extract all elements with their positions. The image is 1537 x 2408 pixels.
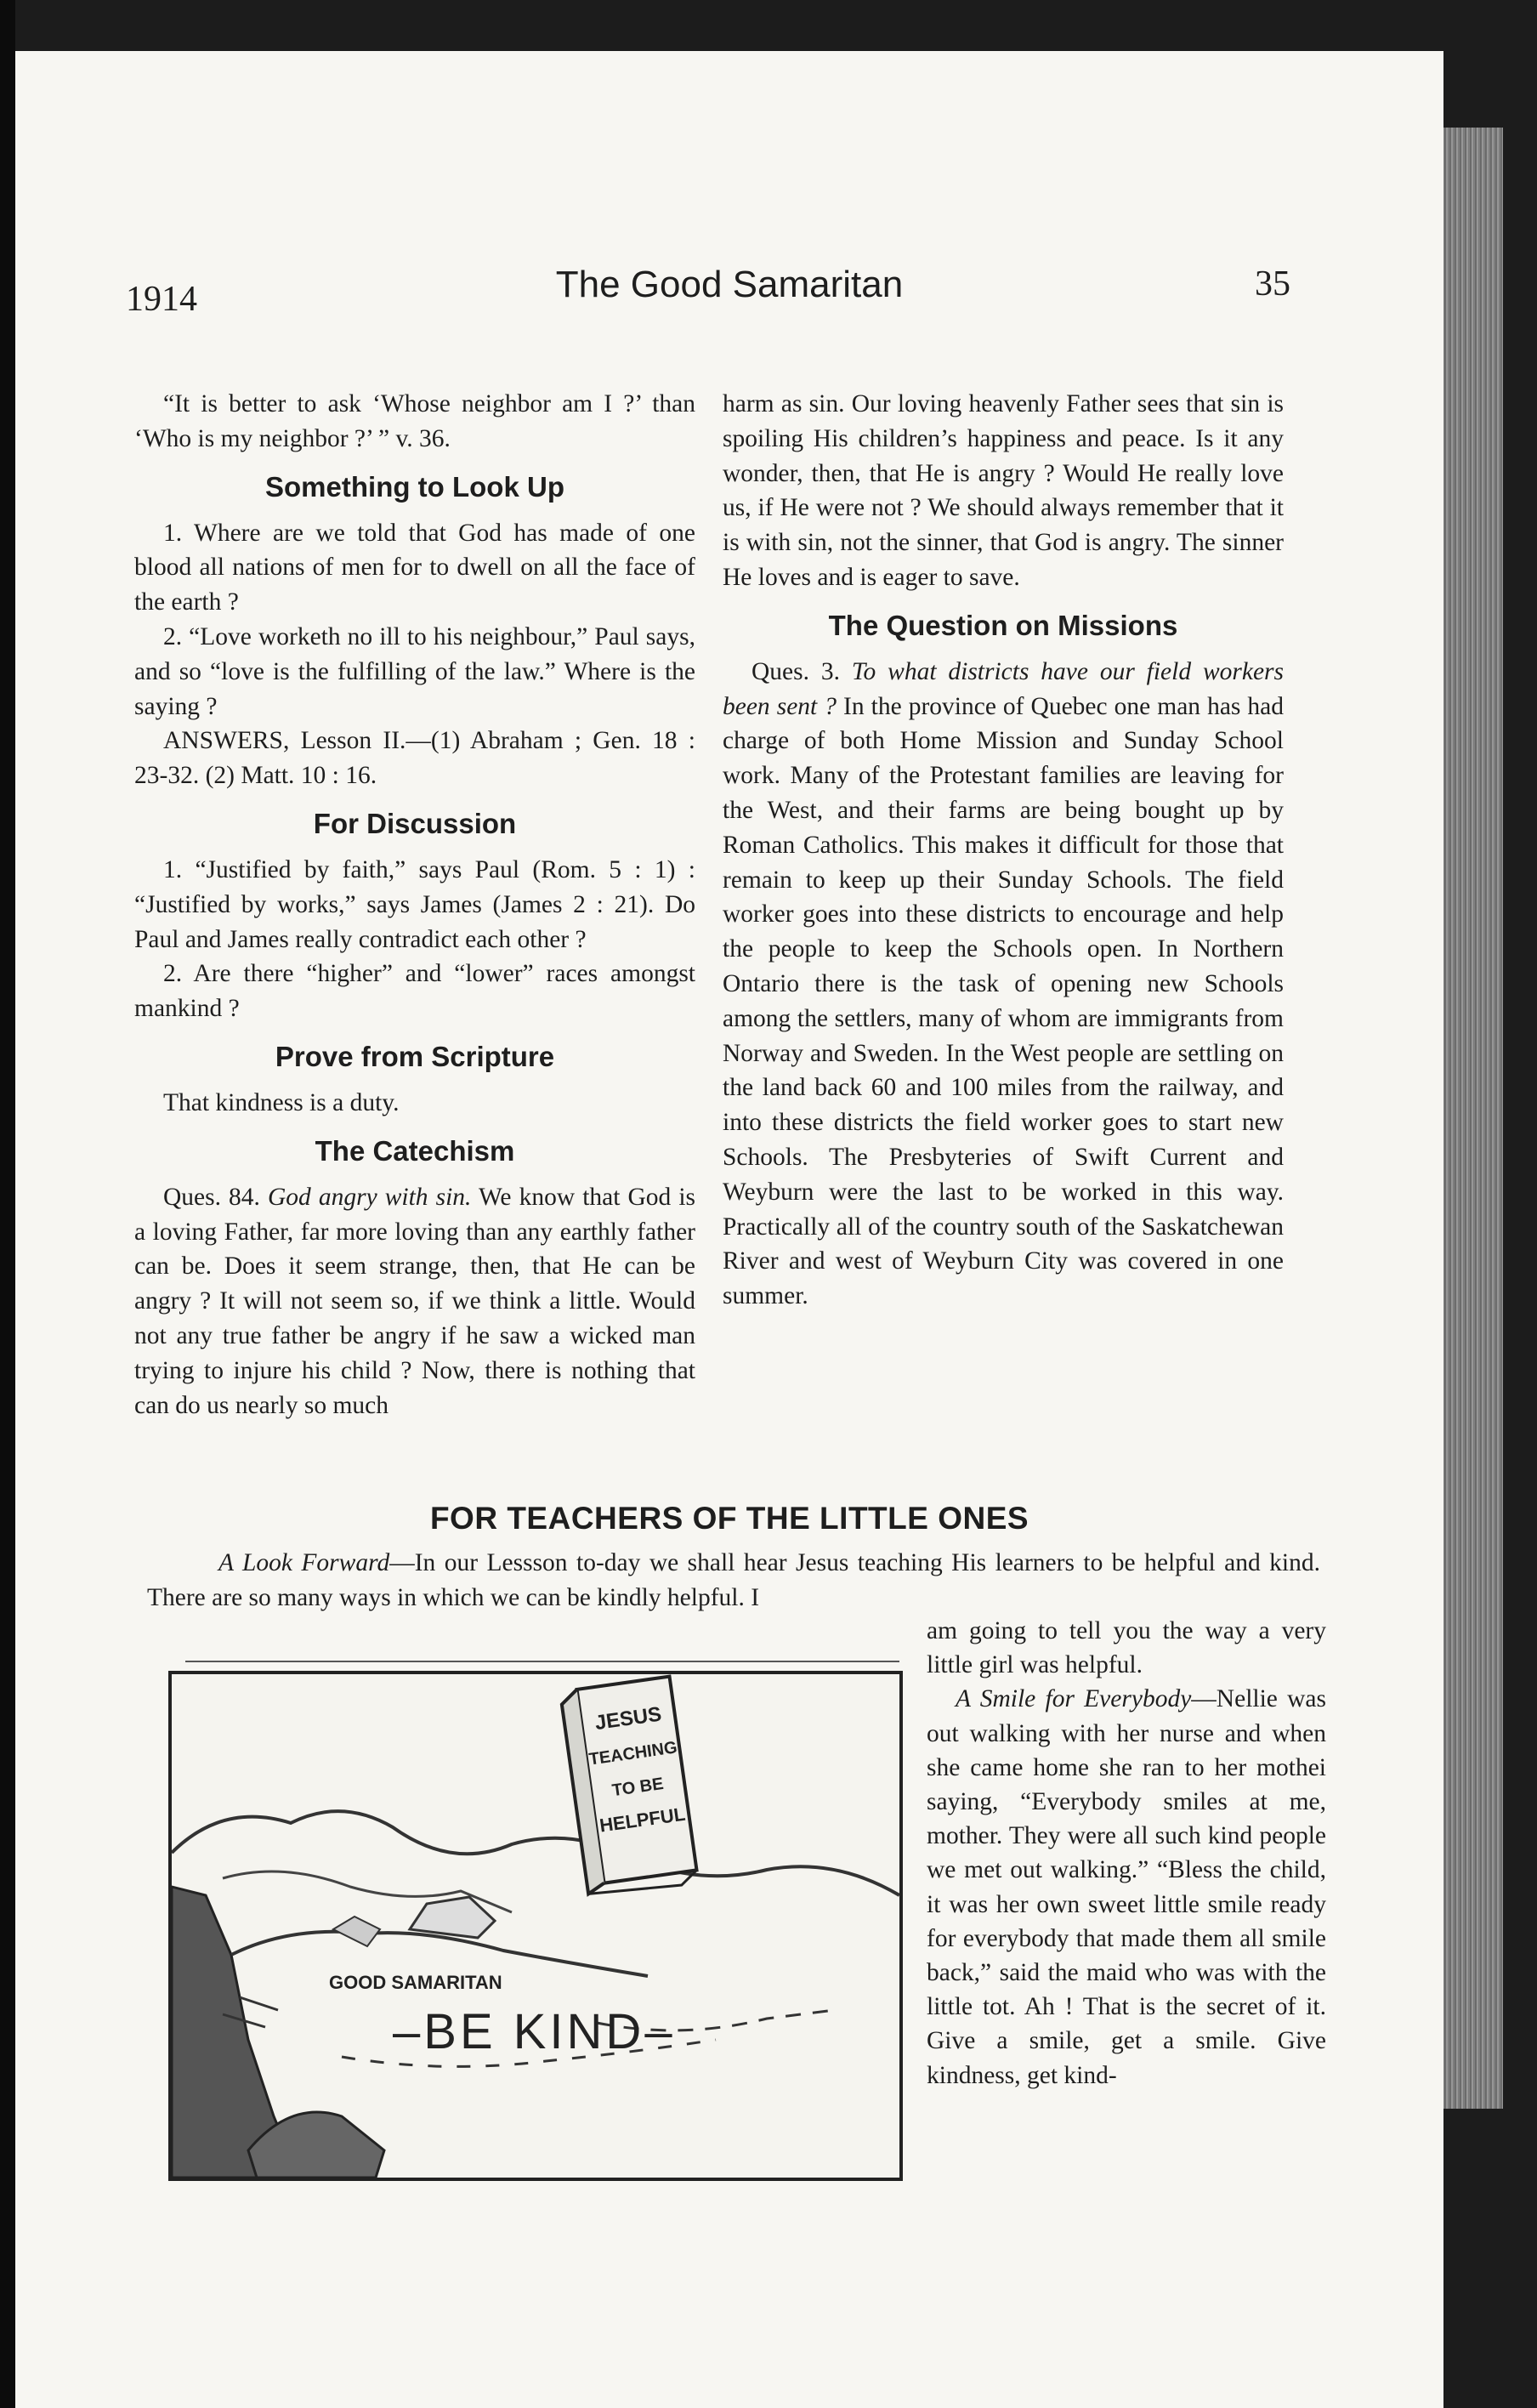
heading-catechism: The Catechism — [315, 1134, 515, 1167]
missions-paragraph — [723, 655, 1284, 1314]
prove-text: That kindness is a duty. — [163, 1088, 400, 1116]
story-column — [927, 1614, 1326, 2093]
rock-label: GOOD SAMARITAN — [329, 1972, 502, 1993]
heading-missions: The Question on Missions — [828, 609, 1178, 641]
smile-text: —Nellie was out walking with her nurse and when she came home she ran to her mothei saying, “Everybody smiles at me, mother. They were all such kind people we met out walking.” “Bless the child, it was her own sweet little smile ready for everybody that made them all smile back,” said the maid who was with the little tot. Ah ! That is the secret of it. Give a smile, get a smile. Give kindness, get kind- — [927, 1685, 1326, 2089]
book-line-4: HELPFUL — [598, 1803, 687, 1837]
header-year: 1914 — [126, 280, 197, 319]
look-up-question-2: 2. “Love worketh no ill to his neighbour,” Paul says, and so “love is the fulfilling of the law.” Where is the saying ? — [134, 622, 695, 720]
story-intro: am going to tell you the way a very little girl was helpful. — [927, 1617, 1326, 1679]
golden-text: “It is better to ask ‘Whose neighbor am I ?’ than ‘Who is my neighbor ?’ ” v. 36. — [134, 390, 695, 452]
book-page — [15, 51, 1443, 2408]
book-page-edges — [1443, 128, 1503, 2109]
look-up-question-1: 1. Where are we told that God has made of one blood all nations of men for to dwell on all the face of the earth ? — [134, 519, 695, 616]
illustration-rule — [185, 1661, 899, 1662]
missions-text: In the province of Quebec one man has had charge of both Home Mission and Sunday School work. Many of the Protestant families are leaving for the West, and their farms are being bought up by Roman Catholics. This makes it difficult for those that remain to keep up their Sunday Schools. The field worker goes into these districts to encourage and help the people to keep the Schools open. In Northern Ontario there is the task of opening new Schools among the settlers, many of whom are immigrants from Norway and Sweden. In the West people are settling on the land back 60 and 100 miles from the railway, and into these districts the field worker goes to start new Schools. The Presbyteries of Swift Current and Weyburn were the last to be worked in this way. Practically all of the country south of the Saskatchewan River and west of Weyburn City was covered in one summer. — [723, 692, 1285, 1310]
look-up-answers: ANSWERS, Lesson II.—(1) Abraham ; Gen. 18 : 23-32. (2) Matt. 10 : 16. — [134, 727, 695, 790]
heading-prove: Prove from Scripture — [275, 1040, 555, 1072]
right-column — [723, 387, 1284, 1314]
little-ones-intro — [147, 1546, 1320, 1616]
story-paragraph — [927, 1682, 1326, 2092]
smile-label: A Smile for Everybody — [956, 1685, 1192, 1713]
running-head — [15, 255, 1443, 319]
catechism-label: Ques. 84. — [163, 1183, 260, 1211]
catechism-paragraph — [134, 1180, 695, 1423]
illustration-drawing — [172, 1674, 899, 2178]
heading-look-up: Something to Look Up — [265, 470, 564, 503]
header-title: The Good Samaritan — [555, 264, 904, 305]
book-line-2: TEACHING — [587, 1738, 678, 1769]
catechism-text: We know that God is a loving Father, far more loving than any earthly father can be. Does it seem strange, then, that He can be angry ? It will not seem so, if we think a little. Would not any true father be angry if he saw a wicked man trying to injure his child ? Now, there is nothing that can do us nearly so much — [134, 1183, 696, 1419]
heading-discussion: For Discussion — [313, 807, 517, 839]
missions-question: To what districts have our field workers been sent ? — [723, 657, 1284, 720]
catechism-continuation: harm as sin. Our loving heavenly Father sees that sin is spoiling His children’s happiness and peace. Is it any wonder, then, that He is angry ? Would He really love us, if He were not ? We should always remember that it is with sin, not the sinner, that God is angry. The sinner He loves and is eager to save. — [723, 390, 1284, 591]
illustration-good-samaritan — [168, 1671, 903, 2181]
book-line-1: JESUS — [593, 1702, 663, 1735]
motto-be-kind: –BE KIND– — [393, 2004, 676, 2059]
left-column — [134, 387, 695, 1423]
book-line-3: TO BE — [610, 1774, 665, 1801]
little-ones-title: FOR TEACHERS OF THE LITTLE ONES — [429, 1501, 1029, 1536]
discussion-question-2: 2. Are there “higher” and “lower” races amongst mankind ? — [134, 960, 695, 1023]
discussion-question-1: 1. “Justified by faith,” says Paul (Rom. 5 : 1) : “Justified by works,” says James (James 2 : 21). Do Paul and James really contradict each other ? — [134, 855, 695, 953]
missions-label: Ques. 3. — [751, 657, 840, 685]
catechism-topic: God angry with sin. — [268, 1183, 472, 1211]
look-forward-label: A Look Forward — [218, 1549, 390, 1576]
look-forward-text: —In our Lessson to-day we shall hear Jesus teaching His learners to be helpful and kind. There are so many ways in which we can be kindly helpful. I — [147, 1549, 1320, 1611]
page-left-edge — [0, 0, 15, 2408]
page-number: 35 — [1255, 264, 1290, 304]
